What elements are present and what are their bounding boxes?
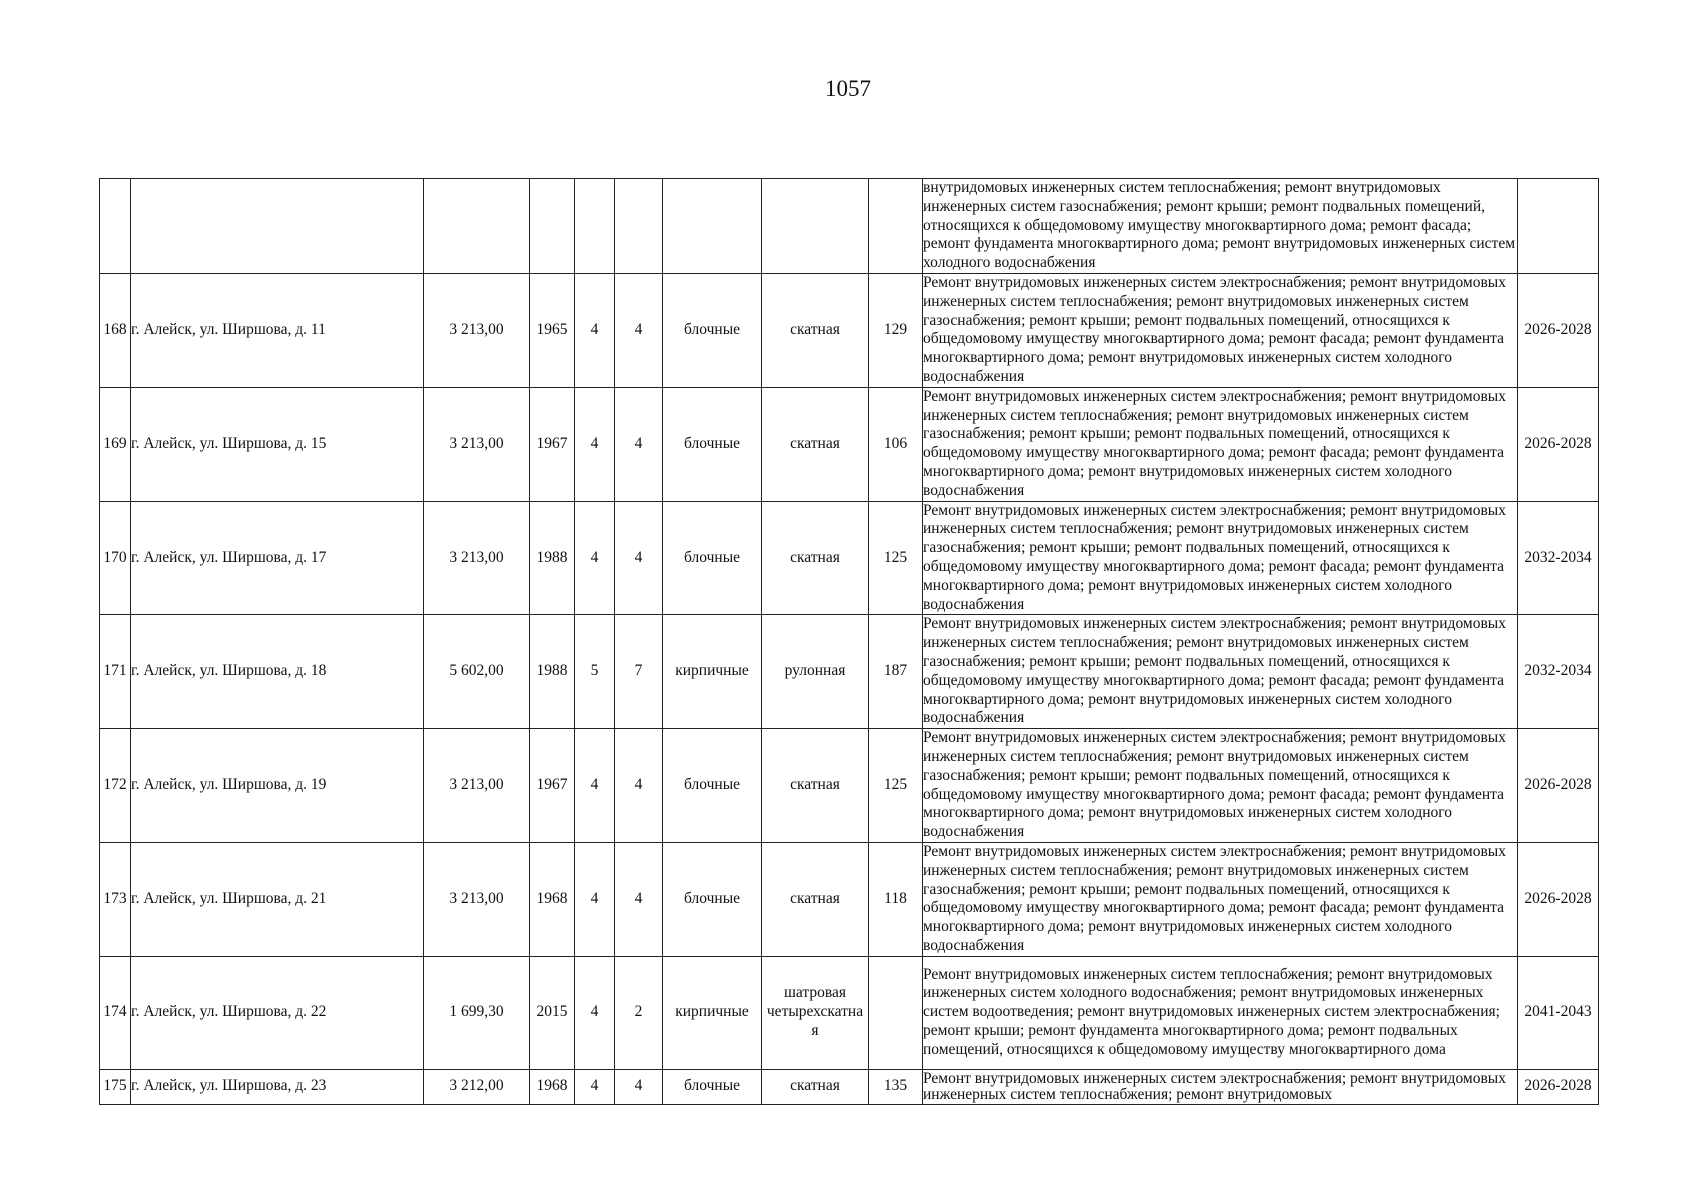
cell-year: 1968 (530, 842, 575, 956)
cell-address: г. Алейск, ул. Ширшова, д. 21 (131, 842, 424, 956)
cell-address: г. Алейск, ул. Ширшова, д. 18 (131, 615, 424, 729)
cell-entrances: 4 (615, 729, 663, 843)
cell-year: 1967 (530, 729, 575, 843)
cell-area (424, 179, 530, 274)
cell-entrances (615, 179, 663, 274)
cell-roof: скатная (762, 274, 869, 388)
cell-floors: 5 (575, 615, 615, 729)
cell-works: Ремонт внутридомовых инженерных систем электроснабжения; ремонт внутридомовых инженерных систем теплоснабжения; ремонт внутридомовых инженерных систем газоснабжения; ремонт крыши; ремонт подвальных помещений, относящихся к общедомовому имуществу многоквартирного дома; ремонт фасада; ремонт фундамента многоквартирного дома; ремонт внутридомовых инженерных систем холодного водоснабжения (923, 387, 1518, 501)
cell-works: Ремонт внутридомовых инженерных систем электроснабжения; ремонт внутридомовых инженерных систем теплоснабжения; ремонт внутридомовых инженерных систем газоснабжения; ремонт крыши; ремонт подвальных помещений, относящихся к общедомовому имуществу многоквартирного дома; ремонт фасада; ремонт фундамента многоквартирного дома; ремонт внутридомовых инженерных систем холодного водоснабжения (923, 501, 1518, 615)
cell-walls: блочные (663, 501, 762, 615)
cell-entrances: 4 (615, 842, 663, 956)
cell-walls: кирпичные (663, 956, 762, 1069)
cell-residents: 125 (869, 501, 923, 615)
cell-period: 2032-2034 (1518, 615, 1599, 729)
cell-year: 1988 (530, 501, 575, 615)
cell-residents (869, 179, 923, 274)
cell-roof: скатная (762, 1069, 869, 1104)
cell-roof: рулонная (762, 615, 869, 729)
cell-address: г. Алейск, ул. Ширшова, д. 17 (131, 501, 424, 615)
cell-floors: 4 (575, 842, 615, 956)
table-row (100, 729, 1599, 843)
cell-num: 170 (100, 501, 131, 615)
cell-walls: блочные (663, 729, 762, 843)
cell-walls: блочные (663, 1069, 762, 1104)
cell-area: 3 213,00 (424, 729, 530, 843)
cell-works: Ремонт внутридомовых инженерных систем электроснабжения; ремонт внутридомовых инженерных систем теплоснабжения; ремонт внутридомовых инженерных систем газоснабжения; ремонт крыши; ремонт подвальных помещений, относящихся к общедомовому имуществу многоквартирного дома; ремонт фасада; ремонт фундамента многоквартирного дома; ремонт внутридомовых инженерных систем холодного водоснабжения (923, 842, 1518, 956)
cell-area: 3 213,00 (424, 501, 530, 615)
cell-floors: 4 (575, 1069, 615, 1104)
cell-period: 2026-2028 (1518, 387, 1599, 501)
cell-num: 175 (100, 1069, 131, 1104)
cell-entrances: 4 (615, 1069, 663, 1104)
cell-num: 173 (100, 842, 131, 956)
cell-works: внутридомовых инженерных систем теплоснабжения; ремонт внутридомовых инженерных систем газоснабжения; ремонт крыши; ремонт подвальных помещений, относящихся к общедомовому имуществу многоквартирного дома; ремонт фасада; ремонт фундамента многоквартирного дома; ремонт внутридомовых инженерных систем холодного водоснабжения (923, 179, 1518, 274)
table-row (100, 842, 1599, 956)
table-row (100, 615, 1599, 729)
cell-year: 2015 (530, 956, 575, 1069)
cell-floors (575, 179, 615, 274)
cell-period: 2026-2028 (1518, 274, 1599, 388)
cell-roof: шатровая четырехскатна я (762, 956, 869, 1069)
cell-works: Ремонт внутридомовых инженерных систем электроснабжения; ремонт внутридомовых инженерных систем теплоснабжения; ремонт внутридомовых инженерных систем газоснабжения; ремонт крыши; ремонт подвальных помещений, относящихся к общедомовому имуществу многоквартирного дома; ремонт фасада; ремонт фундамента многоквартирного дома; ремонт внутридомовых инженерных систем холодного водоснабжения (923, 729, 1518, 843)
cell-residents: 106 (869, 387, 923, 501)
cell-walls (663, 179, 762, 274)
table-row (100, 274, 1599, 388)
housing-repair-table (99, 178, 1599, 1105)
cell-floors: 4 (575, 729, 615, 843)
cell-entrances: 7 (615, 615, 663, 729)
cell-roof: скатная (762, 842, 869, 956)
cell-entrances: 4 (615, 387, 663, 501)
cell-walls: блочные (663, 274, 762, 388)
cell-walls: блочные (663, 387, 762, 501)
cell-num (100, 179, 131, 274)
cell-year: 1965 (530, 274, 575, 388)
cell-walls: кирпичные (663, 615, 762, 729)
cell-address: г. Алейск, ул. Ширшова, д. 11 (131, 274, 424, 388)
cell-year: 1968 (530, 1069, 575, 1104)
cell-area: 3 213,00 (424, 274, 530, 388)
table-row (100, 501, 1599, 615)
cell-num: 174 (100, 956, 131, 1069)
cell-residents: 187 (869, 615, 923, 729)
table-row-continuation (100, 179, 1599, 274)
cell-entrances: 4 (615, 274, 663, 388)
cell-address: г. Алейск, ул. Ширшова, д. 19 (131, 729, 424, 843)
cell-entrances: 2 (615, 956, 663, 1069)
cell-roof: скатная (762, 387, 869, 501)
cell-year (530, 179, 575, 274)
cell-area: 3 212,00 (424, 1069, 530, 1104)
cell-num: 172 (100, 729, 131, 843)
page-number: 1057 (825, 76, 871, 101)
table-body (100, 179, 1599, 1105)
cell-address (131, 179, 424, 274)
table-row (100, 1069, 1599, 1104)
cell-area: 5 602,00 (424, 615, 530, 729)
cell-residents (869, 956, 923, 1069)
cell-walls: блочные (663, 842, 762, 956)
cell-area: 1 699,30 (424, 956, 530, 1069)
cell-floors: 4 (575, 501, 615, 615)
cell-works: Ремонт внутридомовых инженерных систем теплоснабжения; ремонт внутридомовых инженерных систем холодного водоснабжения; ремонт внутридомовых инженерных систем водоотведения; ремонт внутридомовых инженерных систем электроснабжения; ремонт крыши; ремонт фундамента многоквартирного дома; ремонт подвальных помещений, относящихся к общедомовому имуществу многоквартирного дома (923, 956, 1518, 1069)
cell-address: г. Алейск, ул. Ширшова, д. 22 (131, 956, 424, 1069)
cell-area: 3 213,00 (424, 842, 530, 956)
cell-period: 2026-2028 (1518, 842, 1599, 956)
cell-entrances: 4 (615, 501, 663, 615)
cell-period: 2032-2034 (1518, 501, 1599, 615)
cell-works: Ремонт внутридомовых инженерных систем электроснабжения; ремонт внутридомовых инженерных систем теплоснабжения; ремонт внутридомовых (923, 1069, 1518, 1104)
cell-address: г. Алейск, ул. Ширшова, д. 23 (131, 1069, 424, 1104)
cell-year: 1988 (530, 615, 575, 729)
cell-residents: 118 (869, 842, 923, 956)
cell-residents: 125 (869, 729, 923, 843)
cell-period (1518, 179, 1599, 274)
cell-residents: 135 (869, 1069, 923, 1104)
cell-period: 2026-2028 (1518, 729, 1599, 843)
cell-roof: скатная (762, 501, 869, 615)
cell-works: Ремонт внутридомовых инженерных систем электроснабжения; ремонт внутридомовых инженерных систем теплоснабжения; ремонт внутридомовых инженерных систем газоснабжения; ремонт крыши; ремонт подвальных помещений, относящихся к общедомовому имуществу многоквартирного дома; ремонт фасада; ремонт фундамента многоквартирного дома; ремонт внутридомовых инженерных систем холодного водоснабжения (923, 615, 1518, 729)
table-row (100, 956, 1599, 1069)
cell-floors: 4 (575, 956, 615, 1069)
cell-roof (762, 179, 869, 274)
cell-residents: 129 (869, 274, 923, 388)
cell-address: г. Алейск, ул. Ширшова, д. 15 (131, 387, 424, 501)
cell-area: 3 213,00 (424, 387, 530, 501)
cell-num: 171 (100, 615, 131, 729)
table-row (100, 387, 1599, 501)
cell-roof: скатная (762, 729, 869, 843)
cell-period: 2041-2043 (1518, 956, 1599, 1069)
cell-num: 169 (100, 387, 131, 501)
cell-num: 168 (100, 274, 131, 388)
cell-period: 2026-2028 (1518, 1069, 1599, 1104)
cell-floors: 4 (575, 387, 615, 501)
cell-works: Ремонт внутридомовых инженерных систем электроснабжения; ремонт внутридомовых инженерных систем теплоснабжения; ремонт внутридомовых инженерных систем газоснабжения; ремонт крыши; ремонт подвальных помещений, относящихся к общедомовому имуществу многоквартирного дома; ремонт фасада; ремонт фундамента многоквартирного дома; ремонт внутридомовых инженерных систем холодного водоснабжения (923, 274, 1518, 388)
cell-year: 1967 (530, 387, 575, 501)
cell-floors: 4 (575, 274, 615, 388)
